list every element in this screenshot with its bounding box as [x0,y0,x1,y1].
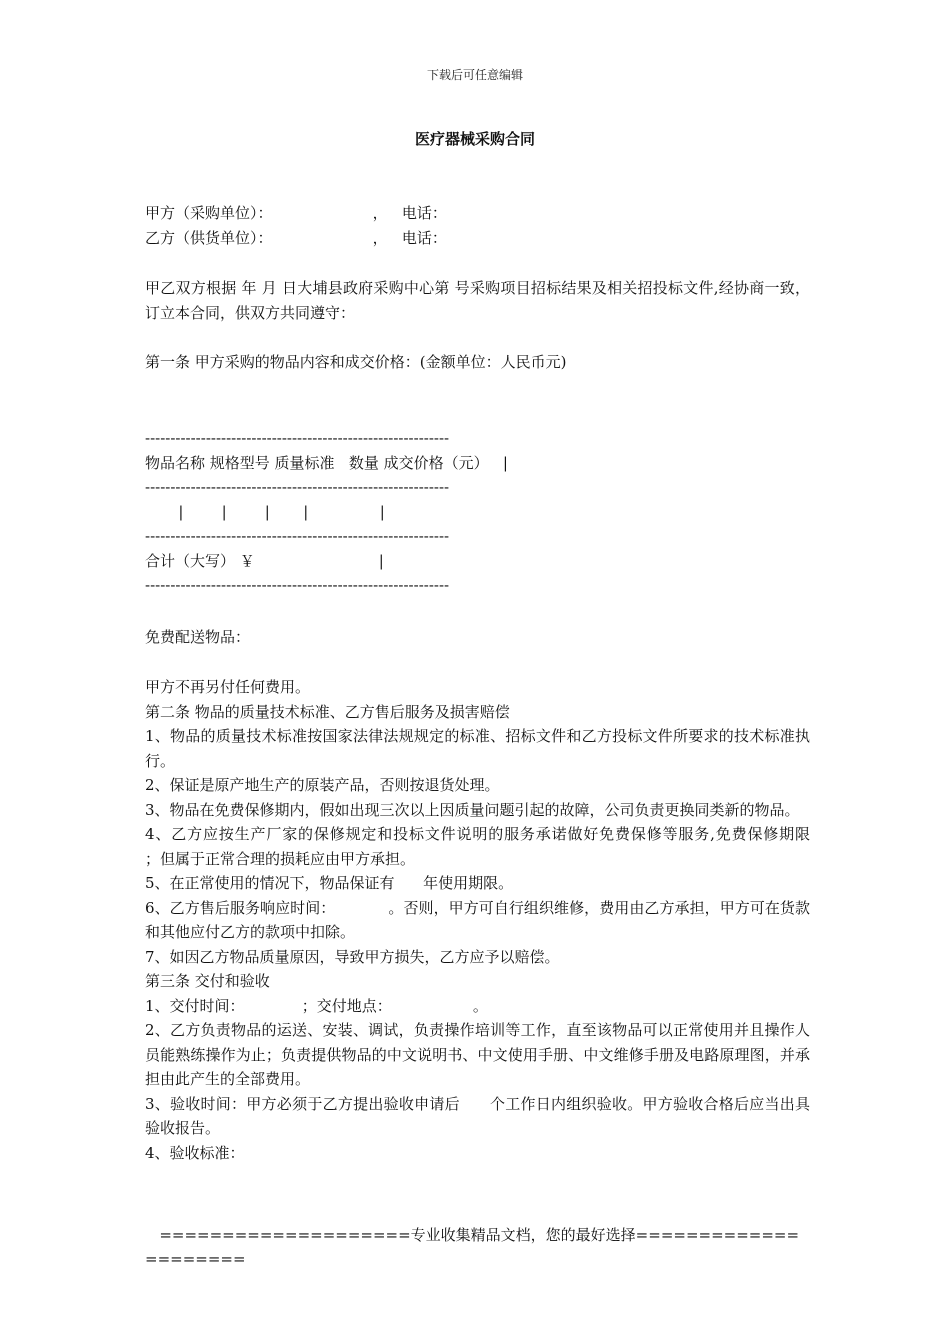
article-3-heading: 第三条 交付和验收 [145,972,270,990]
terms-block [145,675,849,1165]
article-2-item: 6、乙方售后服务响应时间： 。否则，甲方可自行组织维修，费用由乙方承担，甲方可在货款和其他应付乙方的款项中扣除。 [145,898,810,941]
article-2-item: 4、乙方应按生产厂家的保修规定和投标文件说明的服务承诺做好免费保修等服务,免费保修期限 ；但属于正常合理的损耗应由甲方承担。 [145,825,849,868]
contract-title: 医疗器械采购合同 [414,130,535,148]
table-header-row: 物品名称 规格型号 质量标准 数量 成交价格（元） | [145,453,508,472]
free-delivery-line: 免费配送物品： [145,628,251,646]
footer-banner: ====================专业收集精品文档，您的最好选择===================== [145,1226,800,1268]
article-3-item: 4、验收标准： [145,1143,245,1162]
article-2-heading: 第二条 物品的质量技术标准、乙方售后服务及损害赔偿 [145,702,510,721]
no-extra-fee-line: 甲方不再另付任何费用。 [145,678,311,696]
intro-paragraph: 甲乙双方根据 年 月 日大埔县政府采购中心第 号采购项目招标结果及相关招投标文件,经协商一致，订立本合同，供双方共同遵守： [145,279,810,322]
header-note: 下载后可任意编辑 [426,68,523,82]
article-3-item: 3、验收时间：甲方必须于乙方提出验收申请后 个工作日内组织验收。甲方验收合格后应当出具验收报告。 [145,1094,810,1137]
article-2-item: 3、物品在免费保修期内，假如出现三次以上因质量问题引起的故障，公司负责更换同类新的物品。 [145,800,800,819]
table-data-row: | | | | | [145,502,385,521]
article-2-item: 1、物品的质量技术标准按国家法律法规规定的标准、招标文件和乙方投标文件所要求的技术标准执行。 [145,727,810,770]
items-table [145,426,810,598]
party-b-line: 乙方（供货单位）： ， 电话： [145,228,447,247]
article-3-item: 2、乙方负责物品的运送、安装、调试，负责操作培训等工作，直至该物品可以正常使用并且操作人员能熟练操作为止；负责提供物品的中文说明书、中文使用手册、中文维修手册及电路原理图，并承担由此产生的全部费用。 [145,1021,810,1088]
party-a-line: 甲方（采购单位）： ， 电话： [145,204,447,222]
article-2-item: 2、保证是原产地生产的原装产品，否则按退货处理。 [145,776,500,794]
table-divider: ------------------------------------------------------------ [145,478,450,496]
parties-block [145,201,810,250]
article-2-item: 5、在正常使用的情况下，物品保证有 年使用期限。 [145,874,514,892]
table-divider: ------------------------------------------------------------ [145,527,450,545]
table-divider: ------------------------------------------------------------ [145,576,450,594]
table-divider: ------------------------------------------------------------ [145,429,450,447]
table-total-row: 合计（大写） ￥ | [145,551,384,570]
article-1-heading: 第一条 甲方采购的物品内容和成交价格：(金额单位：人民币元) [145,353,567,371]
article-3-item: 1、交付时间： ；交付地点： 。 [145,996,488,1015]
article-2-item: 7、如因乙方物品质量原因，导致甲方损失，乙方应予以赔偿。 [145,947,560,966]
